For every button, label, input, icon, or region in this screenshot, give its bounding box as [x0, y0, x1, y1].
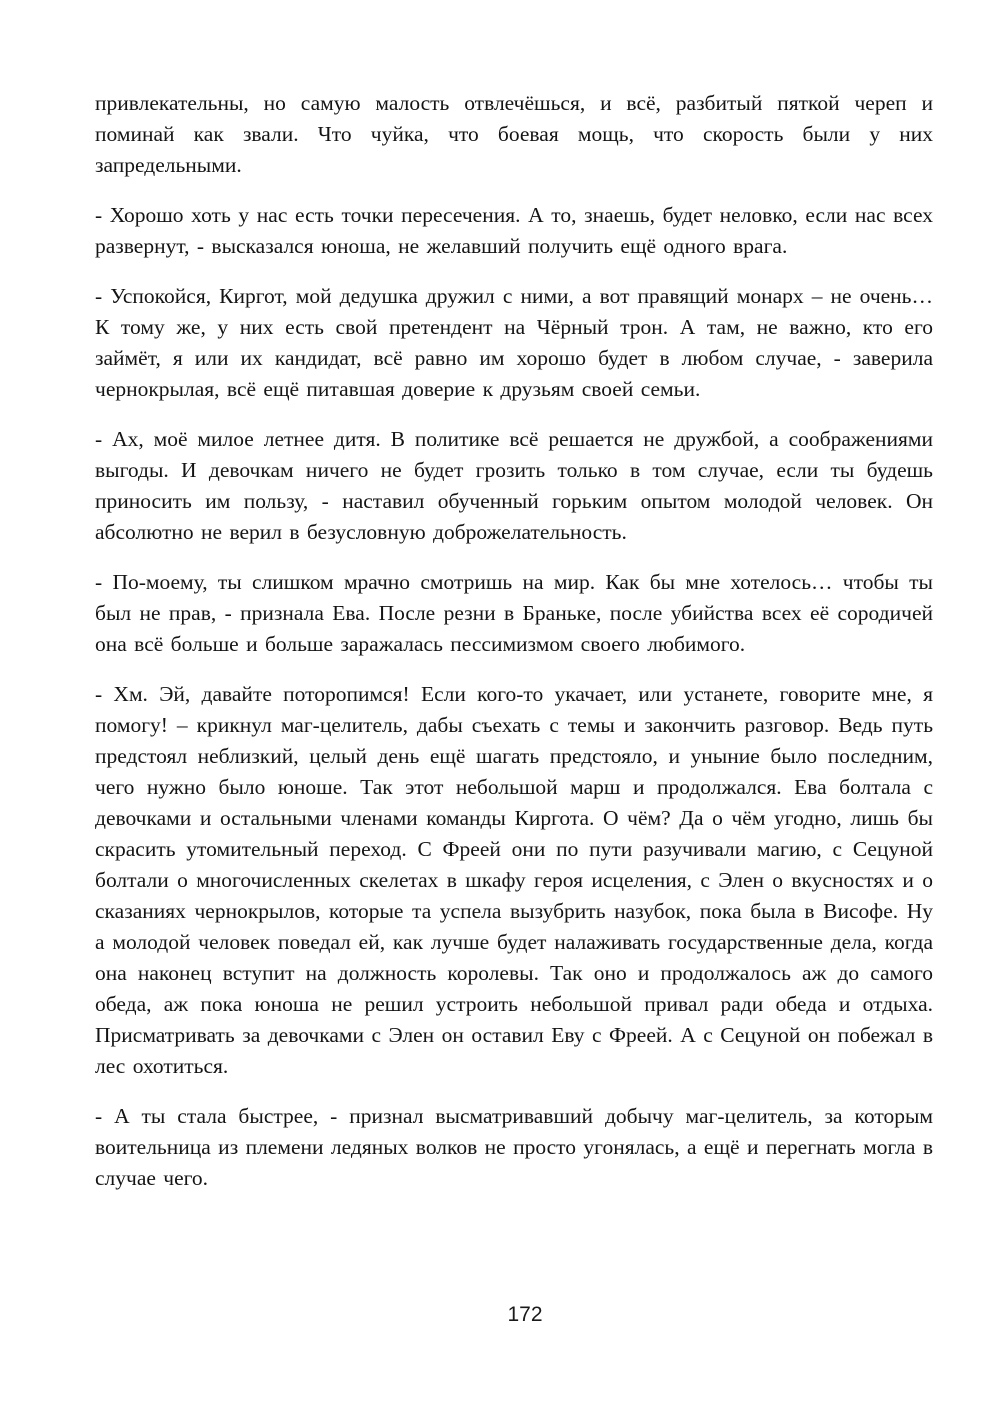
paragraph: - Ах, моё милое летнее дитя. В политике всё решается не дружбой, а соображениями выгоды. И девочкам ничего не будет грозить только в том случае, если ты будешь приносить им пользу, - наставил обученный горьким опытом молодой человек. Он абсолютно не верил в безусловную доброжелательность. — [95, 427, 933, 544]
page-number: 172 — [507, 1303, 543, 1326]
paragraph: - Хм. Эй, давайте поторопимся! Если кого-то укачает, или устанете, говорите мне, я помогу! – крикнул маг-целитель, дабы съехать с темы и закончить разговор. Ведь путь предстоял неблизкий, целый день ещё шагать предстояло, и уныние было последним, чего нужно было юноше. Так этот небольшой марш и продолжался. Ева болтала с девочками и остальными членами команды Киргота. О чём? Да о чём угодно, лишь бы скрасить утомительный переход. С Фреей они по пути разучивали магию, с Сецуной болтали о многочисленных скелетах в шкафу героя исцеления, с Элен о вкусностях и о сказаниях чернокрылов, которые та успела вызубрить назубок, пока была в Висофе. Ну а молодой человек поведал ей, как лучше будет налаживать государственные дела, когда она наконец вступит на должность королевы. Так оно и продолжалось аж до самого обеда, аж пока юноша не решил устроить небольшой привал ради обеда и отдыха. Присматривать за девочками с Элен он оставил Еву с Фреей. А с Сецуной он побежал в лес охотиться. — [95, 682, 933, 1078]
paragraph: - По-моему, ты слишком мрачно смотришь на мир. Как бы мне хотелось… чтобы ты был не прав, - признала Ева. После резни в Браньке, после убийства всех её сородичей она всё больше и больше заражалась пессимизмом своего любимого. — [95, 570, 933, 656]
page-text — [95, 88, 933, 1213]
paragraph: привлекательны, но самую малость отвлечёшься, и всё, разбитый пяткой череп и поминай как звали. Что чуйка, что боевая мощь, что скорость были у них запредельными. — [95, 91, 933, 177]
paragraph: - А ты стала быстрее, - признал высматривавший добычу маг-целитель, за которым воительница из племени ледяных волков не просто угонялась, а ещё и перегнать могла в случае чего. — [95, 1104, 933, 1190]
paragraph: - Успокойся, Киргот, мой дедушка дружил с ними, а вот правящий монарх – не очень… К тому же, у них есть свой претендент на Чёрный трон. А там, не важно, кто его займёт, я или их кандидат, всё равно им хорошо будет в любом случае, - заверила чернокрылая, всё ещё питавшая доверие к друзьям своей семьи. — [95, 284, 933, 401]
paragraph: - Хорошо хоть у нас есть точки пересечения. А то, знаешь, будет неловко, если нас всех развернут, - высказался юноша, не желавший получить ещё одного врага. — [95, 203, 933, 258]
